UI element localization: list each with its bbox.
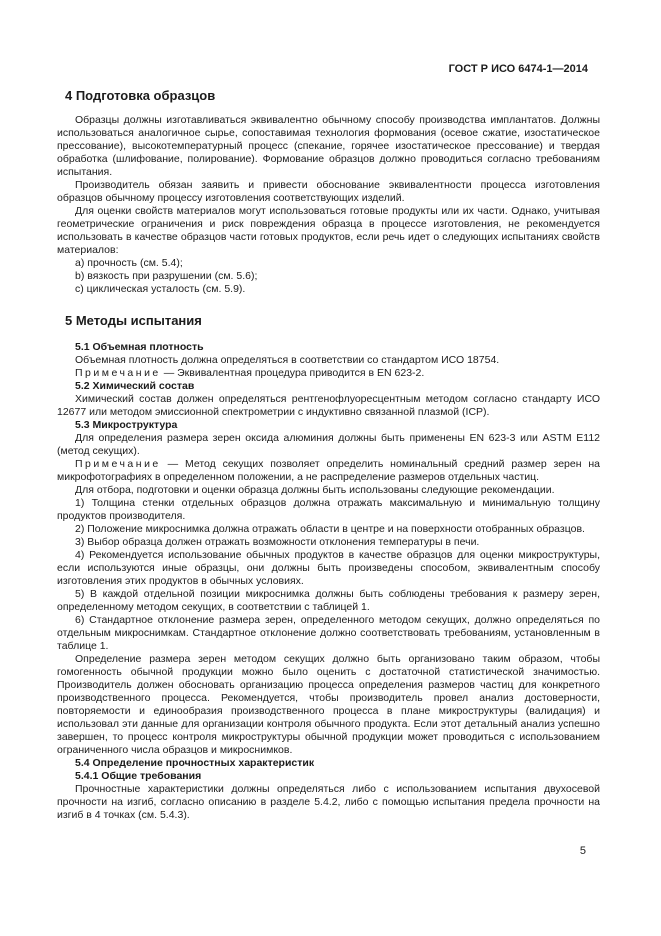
- list-item-c: c) циклическая усталость (см. 5.9).: [75, 283, 246, 295]
- numbered-item-6: 6) Стандартное отклонение размера зерен, определенного методом секущих, должно определяться по отдельным микроснимкам. Стандартное отклонение должно соответствовать требованиям, установленным в таблице 1.: [57, 614, 600, 652]
- numbered-item-5: 5) В каждой отдельной позиции микроснимка должны быть соблюдены требования к размеру зерен, определенному методом секущих, в соответствии с таблицей 1.: [57, 588, 600, 613]
- subsection-5-2-heading: 5.2 Химический состав: [75, 380, 195, 392]
- subsection-5-1-note: [57, 367, 600, 380]
- numbered-item-3: 3) Выбор образца должен отражать возможности отклонения температуры в печи.: [75, 536, 480, 548]
- note-text: — Эквивалентная процедура приводится в EN 623-2.: [160, 367, 425, 379]
- section-4-paragraph-1: Образцы должны изготавливаться эквивалентно обычному способу производства имплантатов. Должны использоваться аналогичное сырье, сопоставимая технология формования (осевое сжатие, изостатическое прессование), высокотемпературный процесс (спекание, горячее изостатическое прессование) и твердая обработка (шлифование, полирование). Формование образцов должно проводиться согласно требованиям испытания.: [57, 114, 600, 178]
- numbered-item-1: 1) Толщина стенки отдельных образцов должна отражать максимальную и минимальную толщину продуктов производителя.: [57, 497, 600, 522]
- subsection-5-1-heading: 5.1 Объемная плотность: [75, 341, 204, 353]
- section-4-heading: 4 Подготовка образцов: [65, 88, 216, 103]
- numbered-item-2: 2) Положение микроснимка должна отражать области в центре и на поверхности отобранных образцов.: [75, 523, 585, 535]
- running-header: ГОСТ Р ИСО 6474-1—2014: [448, 63, 588, 75]
- section-5-heading: 5 Методы испытания: [65, 313, 202, 328]
- numbered-item-4: 4) Рекомендуется использование обычных продуктов в качестве образцов для оценки микроструктуры, если используются иные образцы, они должны быть произведены способом, эквивалентным способу изготовления этих продуктов в обычных условиях.: [57, 549, 600, 587]
- subsection-5-3-heading: 5.3 Микроструктура: [75, 419, 178, 431]
- subsection-5-4-heading: 5.4 Определение прочностных характеристик: [75, 757, 315, 769]
- list-item-b: b) вязкость при разрушении (см. 5.6);: [75, 270, 258, 282]
- subsection-5-3-note: [57, 458, 600, 484]
- note-label: Примечание: [75, 458, 161, 470]
- subsection-5-1-paragraph: Объемная плотность должна определяться в соответствии со стандартом ИСО 18754.: [75, 354, 500, 366]
- page-content: [57, 63, 600, 822]
- note-text: — Метод секущих позволяет определить номинальный средний размер зерен на микрофотографиях в определенном положении, а не распределение размеров отдельных частиц.: [57, 458, 600, 483]
- subsection-5-3-paragraph-2: Для отбора, подготовки и оценки образца должны быть использованы следующие рекомендации.: [75, 484, 555, 496]
- section-4-paragraph-2: Производитель обязан заявить и привести обоснование эквивалентности процесса изготовления образцов обычному процессу изготовления соответствующих изделий.: [57, 179, 600, 204]
- subsection-5-4-1-heading: 5.4.1 Общие требования: [75, 770, 202, 782]
- section-4-paragraph-3: Для оценки свойств материалов могут использоваться готовые продукты или их части. Однако, учитывая геометрические ограничения и риск повреждения образца в процессе изготовления, не рекомендуется использовать в качестве образцов части готовых продуктов, если речь идет о следующих испытаниях свойств материалов:: [57, 205, 600, 256]
- subsection-5-2-paragraph: Химический состав должен определяться рентгенофлуоресцентным методом согласно стандарту ИСО 12677 или методом эмиссионной спектрометрии с индуктивно связанной плазмой (ICP).: [57, 393, 600, 418]
- subsection-5-4-1-paragraph: Прочностные характеристики должны определяться либо с использованием испытания двухосевой прочности на изгиб, согласно описанию в разделе 5.4.2, либо с помощью испытания предела прочности на изгиб в 4 точках (см. 5.4.3).: [57, 783, 600, 821]
- page-number: 5: [579, 845, 586, 857]
- list-item-a: a) прочность (см. 5.4);: [75, 257, 183, 269]
- subsection-5-3-paragraph-3: Определение размера зерен методом секущих должно быть организовано таким образом, чтобы гомогенность обычной продукции можно было оценить с достаточной статистической значимостью. Производитель должен обосновать организацию процесса определения размеров частиц для конкретного производственного процесса. Рекомендуется, чтобы производитель провел анализ достоверности, повторяемости и единообразия производственного процесса в плане микроструктуры (валидация) и использовал эти данные для организации контроля обычного продукта. Если этот детальный анализ успешно завершен, то процесс контроля микроструктуры обычной продукции может проводиться с использованием ограниченного числа образцов и микроснимков.: [57, 653, 600, 756]
- subsection-5-3-paragraph-1: Для определения размера зерен оксида алюминия должны быть применены EN 623-3 или ASTM Е112 (метод секущих).: [57, 432, 600, 457]
- note-label: Примечание: [75, 367, 161, 379]
